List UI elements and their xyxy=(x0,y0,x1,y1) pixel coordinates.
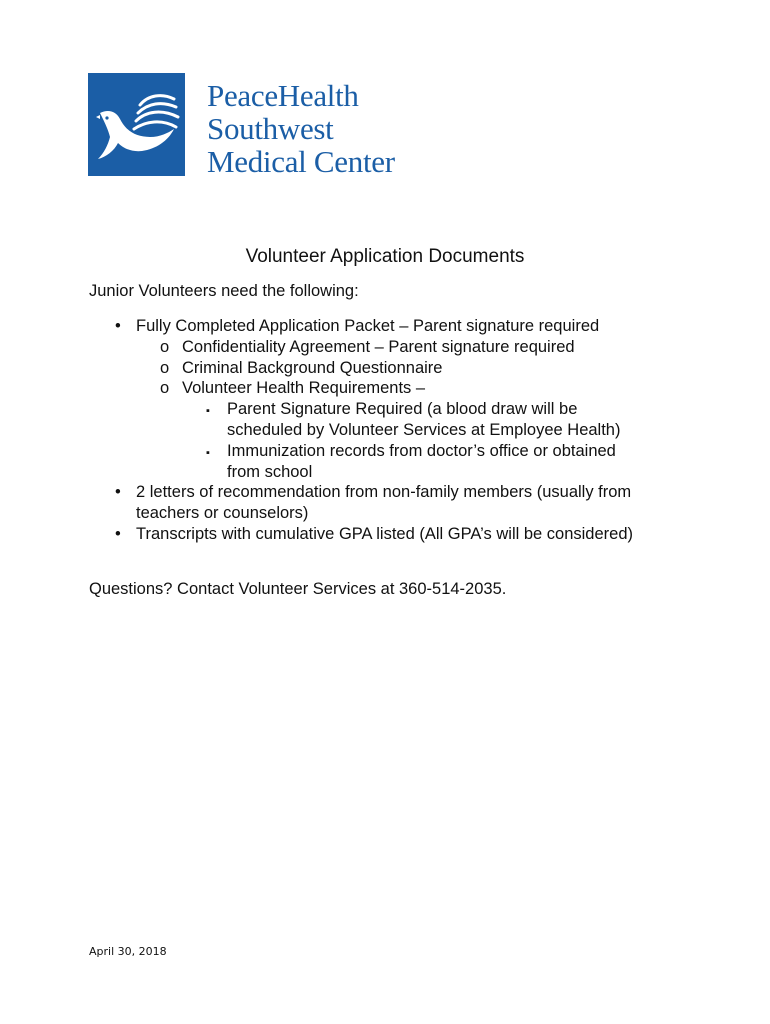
intro-text: Junior Volunteers need the following: xyxy=(89,282,359,300)
list-item-text: teachers or counselors) xyxy=(136,504,309,523)
square-bullet-marker: ▪ xyxy=(206,446,210,459)
bullet-marker: • xyxy=(115,524,121,543)
requirements-list xyxy=(89,316,689,545)
subsublist-item-immunization xyxy=(89,441,689,462)
square-bullet-marker: ▪ xyxy=(206,405,210,418)
subsublist-item-parent-signature-cont xyxy=(89,420,689,441)
subsublist-item-parent-signature xyxy=(89,399,689,420)
list-item-text: Confidentiality Agreement – Parent signature required xyxy=(182,337,575,356)
sub-bullet-marker: o xyxy=(160,337,170,356)
sub-bullet-marker: o xyxy=(160,358,170,377)
list-item-application-packet xyxy=(89,316,689,337)
list-item-recommendation-letters-cont xyxy=(89,503,689,524)
logo-line-1: PeaceHealth xyxy=(207,78,359,113)
organization-logo xyxy=(88,73,395,178)
subsublist-item-immunization-cont xyxy=(89,462,689,483)
sub-bullet-marker: o xyxy=(160,379,170,398)
document-title: Volunteer Application Documents xyxy=(245,246,525,267)
list-item-text: Volunteer Health Requirements – xyxy=(182,379,426,398)
dove-icon xyxy=(88,73,185,176)
organization-name xyxy=(207,79,395,178)
list-item-text: scheduled by Volunteer Services at Employee Health) xyxy=(227,420,621,439)
list-item-recommendation-letters xyxy=(89,482,689,503)
footer-date: April 30, 2018 xyxy=(89,945,167,958)
list-item-text: Criminal Background Questionnaire xyxy=(182,358,443,377)
list-item-text: from school xyxy=(227,462,313,481)
sublist-item-background-questionnaire xyxy=(89,358,689,379)
list-item-text: Fully Completed Application Packet – Parent signature required xyxy=(136,317,600,335)
sublist-item-health-requirements xyxy=(89,378,689,399)
list-item-text: 2 letters of recommendation from non-family members (usually from xyxy=(136,483,632,502)
sublist-item-confidentiality xyxy=(89,337,689,358)
logo-line-3: Medical Center xyxy=(207,144,395,179)
contact-text: Questions? Contact Volunteer Services at 360-514-2035. xyxy=(89,580,507,598)
list-item-transcripts xyxy=(89,524,689,545)
bullet-marker: • xyxy=(115,317,121,335)
list-item-text: Immunization records from doctor’s office or obtained xyxy=(227,441,616,460)
list-item-text: Parent Signature Required (a blood draw will be xyxy=(227,400,578,419)
logo-line-2: Southwest xyxy=(207,111,334,146)
bullet-marker: • xyxy=(115,483,121,502)
list-item-text: Transcripts with cumulative GPA listed (All GPA’s will be considered) xyxy=(136,524,634,543)
